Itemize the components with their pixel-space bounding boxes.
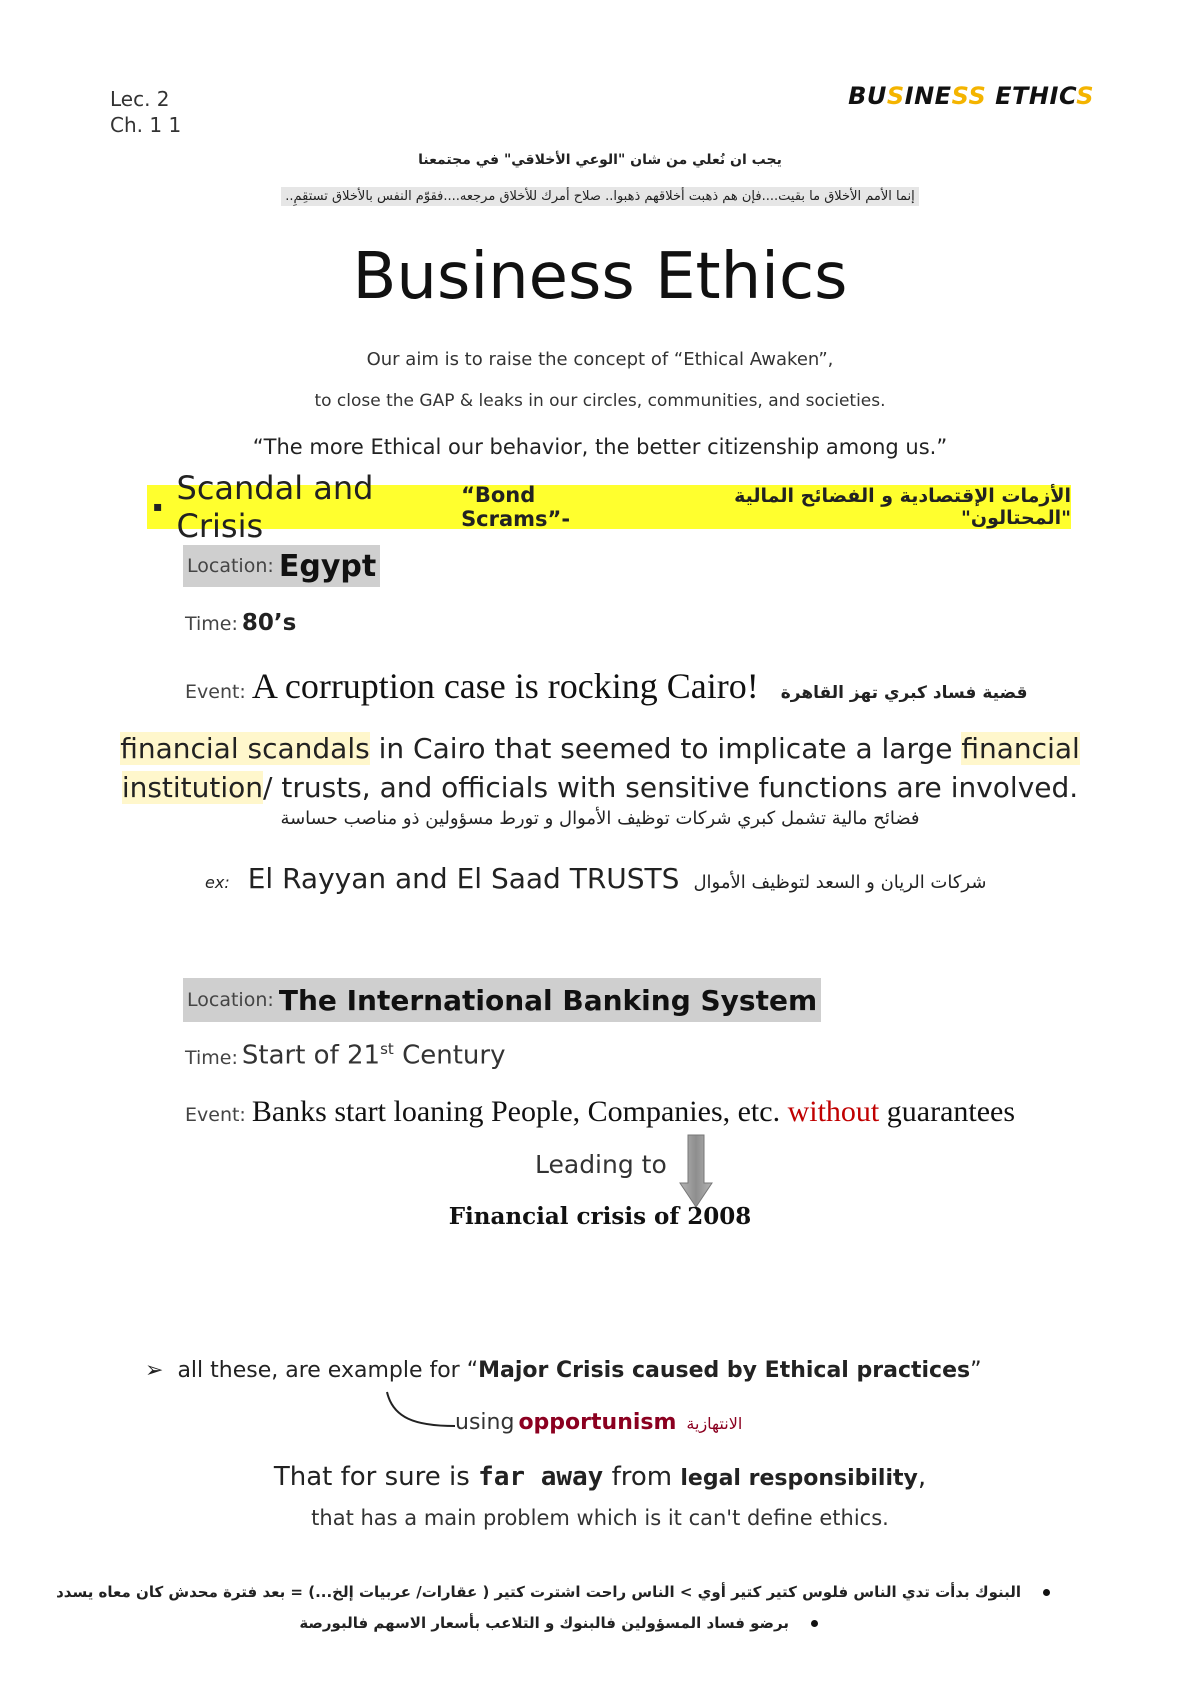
- event-label: Event:: [185, 1104, 246, 1126]
- case2-event: [185, 1095, 1015, 1129]
- description-text: in Cairo that seemed to implicate a large: [369, 732, 962, 765]
- far-away-line: [0, 1462, 1200, 1492]
- note-text: البنوك بدأت تدي الناس فلوس كتير كتير أوي > الناس راحت اشترت كتير ( عقارات/ عربيات إلخ...) = بعد فترة محدش كان معاه يسدد: [56, 1583, 1021, 1601]
- case2-time: [185, 1040, 505, 1071]
- note-item: [0, 1614, 818, 1632]
- time-label: Time:: [185, 613, 238, 635]
- far-bold: far away: [478, 1462, 604, 1492]
- highlight-text: financial scandals: [120, 732, 370, 765]
- aim-line-2: to close the GAP & leaks in our circles, communities, and societies.: [314, 391, 886, 411]
- far-text: ,: [917, 1462, 927, 1492]
- brand-text-accent: S: [1076, 82, 1094, 110]
- aim-quote: “The more Ethical our behavior, the better citizenship among us.”: [252, 435, 948, 459]
- arabic-intro-line: يجب ان نُعلي من شان "الوعي الأخلاقي" في مجتمعنا: [418, 152, 782, 168]
- time-label: Time:: [185, 1046, 238, 1069]
- time-text: Century: [393, 1040, 506, 1071]
- down-arrow-icon: [678, 1133, 714, 1213]
- bond-scrams: “Bond Scrams”-: [461, 483, 571, 531]
- case1-example: [205, 862, 986, 895]
- conclusion-text: ”: [970, 1358, 982, 1383]
- chapter-number: Ch. 1 1: [110, 113, 182, 137]
- curved-connector-icon: [385, 1390, 457, 1436]
- event-value: [252, 1095, 1015, 1129]
- case2-location: [183, 978, 821, 1022]
- legal-responsibility: legal responsibility: [680, 1466, 918, 1491]
- case1-time: [185, 610, 296, 636]
- case1-location: [183, 545, 380, 587]
- trusts-arabic: شركات الريان و السعد لتوظيف الأموال: [693, 872, 987, 893]
- scandal-heading: [147, 469, 1071, 545]
- description-text: / trusts, and officials with sensitive functions are involved.: [263, 771, 1079, 804]
- event-text: guarantees: [879, 1095, 1016, 1128]
- note-item: [50, 1583, 1050, 1601]
- square-bullet-icon: ▪: [153, 499, 163, 515]
- scandal-title: Scandal and Crisis: [176, 469, 374, 545]
- aim-line-1: Our aim is to raise the concept of “Ethical Awaken”,: [366, 349, 834, 370]
- opportunism-arabic: الانتهازية: [686, 1414, 743, 1433]
- arrow-bullet-icon: ➢: [145, 1358, 164, 1383]
- opportunism-text: opportunism: [518, 1410, 677, 1435]
- event-text: Banks start loaning People, Companies, etc.: [251, 1095, 788, 1128]
- case1-description-arabic: فضائح مالية تشمل كبري شركات توظيف الأموال و تورط مسؤولين ذو مناصب حساسة: [280, 808, 920, 829]
- conclusion-text: all these, are example for “: [177, 1358, 479, 1383]
- brand-text-accent: S: [886, 82, 905, 110]
- brand-text: INE: [904, 82, 952, 110]
- arabic-poem-text: إنما الأمم الأخلاق ما بقيت....فإن هم ذهبت أخلاقهم ذهبوا.. صلاح أمرك للأخلاق مرجعه....فقوّم النفس بالأخلاق تستقِمِ..: [281, 187, 918, 206]
- event-arabic: قضية فساد كبري تهز القاهرة: [780, 683, 1028, 703]
- event-value: A corruption case is rocking Cairo!: [251, 666, 759, 706]
- event-label: Event:: [185, 681, 246, 703]
- brand-text: ETHIC: [995, 82, 1077, 110]
- bullet-dot-icon: [1043, 1589, 1050, 1596]
- far-text: from: [603, 1462, 681, 1492]
- highlight-text: financial institution: [121, 732, 1080, 804]
- event-emphasis: without: [787, 1095, 880, 1128]
- time-value: 80’s: [241, 610, 297, 636]
- main-problem-line: that has a main problem which is it can't define ethics.: [311, 1506, 889, 1530]
- trusts-name: El Rayyan and El Saad TRUSTS: [247, 862, 680, 895]
- using-text: using: [455, 1410, 515, 1435]
- lecture-info: [110, 86, 181, 138]
- time-superscript: st: [380, 1040, 394, 1058]
- bullet-dot-icon: [811, 1620, 818, 1627]
- location-label: Location:: [187, 555, 274, 577]
- time-value: [242, 1040, 506, 1071]
- financial-crisis-title: Financial crisis of 2008: [448, 1203, 752, 1230]
- arabic-poem-line: [0, 189, 1200, 204]
- lecture-number: Lec. 2: [110, 87, 170, 111]
- scandal-arabic: الأزمات الإقتصادية و الفضائح المالية "المحتالون": [734, 485, 1071, 529]
- using-opportunism: [455, 1410, 742, 1435]
- time-text: Start of 21: [241, 1040, 381, 1071]
- example-label: ex:: [205, 873, 230, 892]
- location-label: Location:: [187, 989, 274, 1011]
- location-value: The International Banking System: [278, 983, 818, 1017]
- conclusion-line: [145, 1358, 982, 1383]
- brand-text-accent: SS: [951, 82, 987, 110]
- brand-text: BU: [848, 82, 887, 110]
- leading-to: Leading to: [535, 1150, 667, 1179]
- far-text: That for sure is: [273, 1462, 479, 1492]
- note-text: برضو فساد المسؤولين فالبنوك و التلاعب بأسعار الاسهم فالبورصة: [299, 1614, 789, 1632]
- case1-event: [185, 665, 1027, 707]
- page-title: Business Ethics: [352, 240, 848, 314]
- brand-logo: [848, 82, 1094, 110]
- case1-description: [100, 729, 1100, 807]
- location-value: Egypt: [278, 548, 377, 584]
- conclusion-bold: Major Crisis caused by Ethical practices: [478, 1358, 971, 1383]
